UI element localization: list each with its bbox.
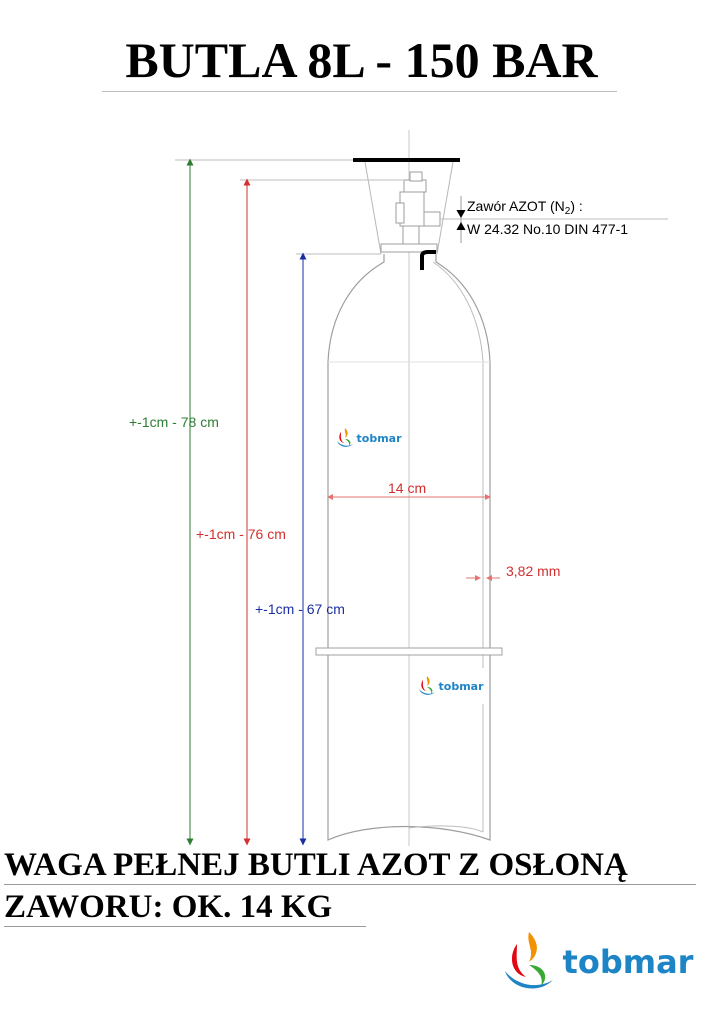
label-height-body: +-1cm - 67 cm bbox=[255, 601, 345, 617]
cylinder-band bbox=[316, 648, 502, 655]
label-height-total: +-1cm - 78 cm bbox=[129, 414, 219, 430]
page-title: BUTLA 8L - 150 BAR bbox=[125, 32, 598, 88]
cylinder-logo-upper-text: tobmar bbox=[356, 431, 402, 445]
brand-logo bbox=[472, 904, 720, 1020]
brand-logo-text: tobmar bbox=[562, 943, 694, 981]
tobmar-flame-icon bbox=[335, 427, 355, 449]
label-wall-thickness: 3,82 mm bbox=[506, 563, 561, 579]
weight-note-underline2 bbox=[4, 926, 366, 927]
valve-seal bbox=[422, 252, 436, 270]
valve-label-line2: W 24.32 No.10 DIN 477-1 bbox=[467, 221, 629, 237]
valve-label-line1: Zawór AZOT $(N_2)$ : bbox=[467, 198, 583, 217]
cylinder-logo-lower-text: tobmar bbox=[438, 679, 484, 693]
weight-note-line1: WAGA PEŁNEJ BUTLI AZOT Z OSŁONĄ bbox=[4, 847, 628, 883]
tobmar-flame-icon bbox=[499, 928, 559, 996]
cylinder-logo-upper bbox=[330, 420, 406, 456]
label-diameter: 14 cm bbox=[388, 480, 427, 496]
label-height-with-valve: +-1cm - 76 cm bbox=[196, 526, 286, 542]
weight-note-line2: ZAWORU: OK. 14 KG bbox=[4, 889, 333, 925]
cylinder-inner-wall bbox=[433, 262, 483, 832]
valve-body bbox=[381, 172, 440, 252]
cylinder-logo-lower bbox=[412, 668, 488, 704]
weight-note-underline1 bbox=[4, 884, 696, 885]
tobmar-flame-icon bbox=[417, 675, 437, 697]
